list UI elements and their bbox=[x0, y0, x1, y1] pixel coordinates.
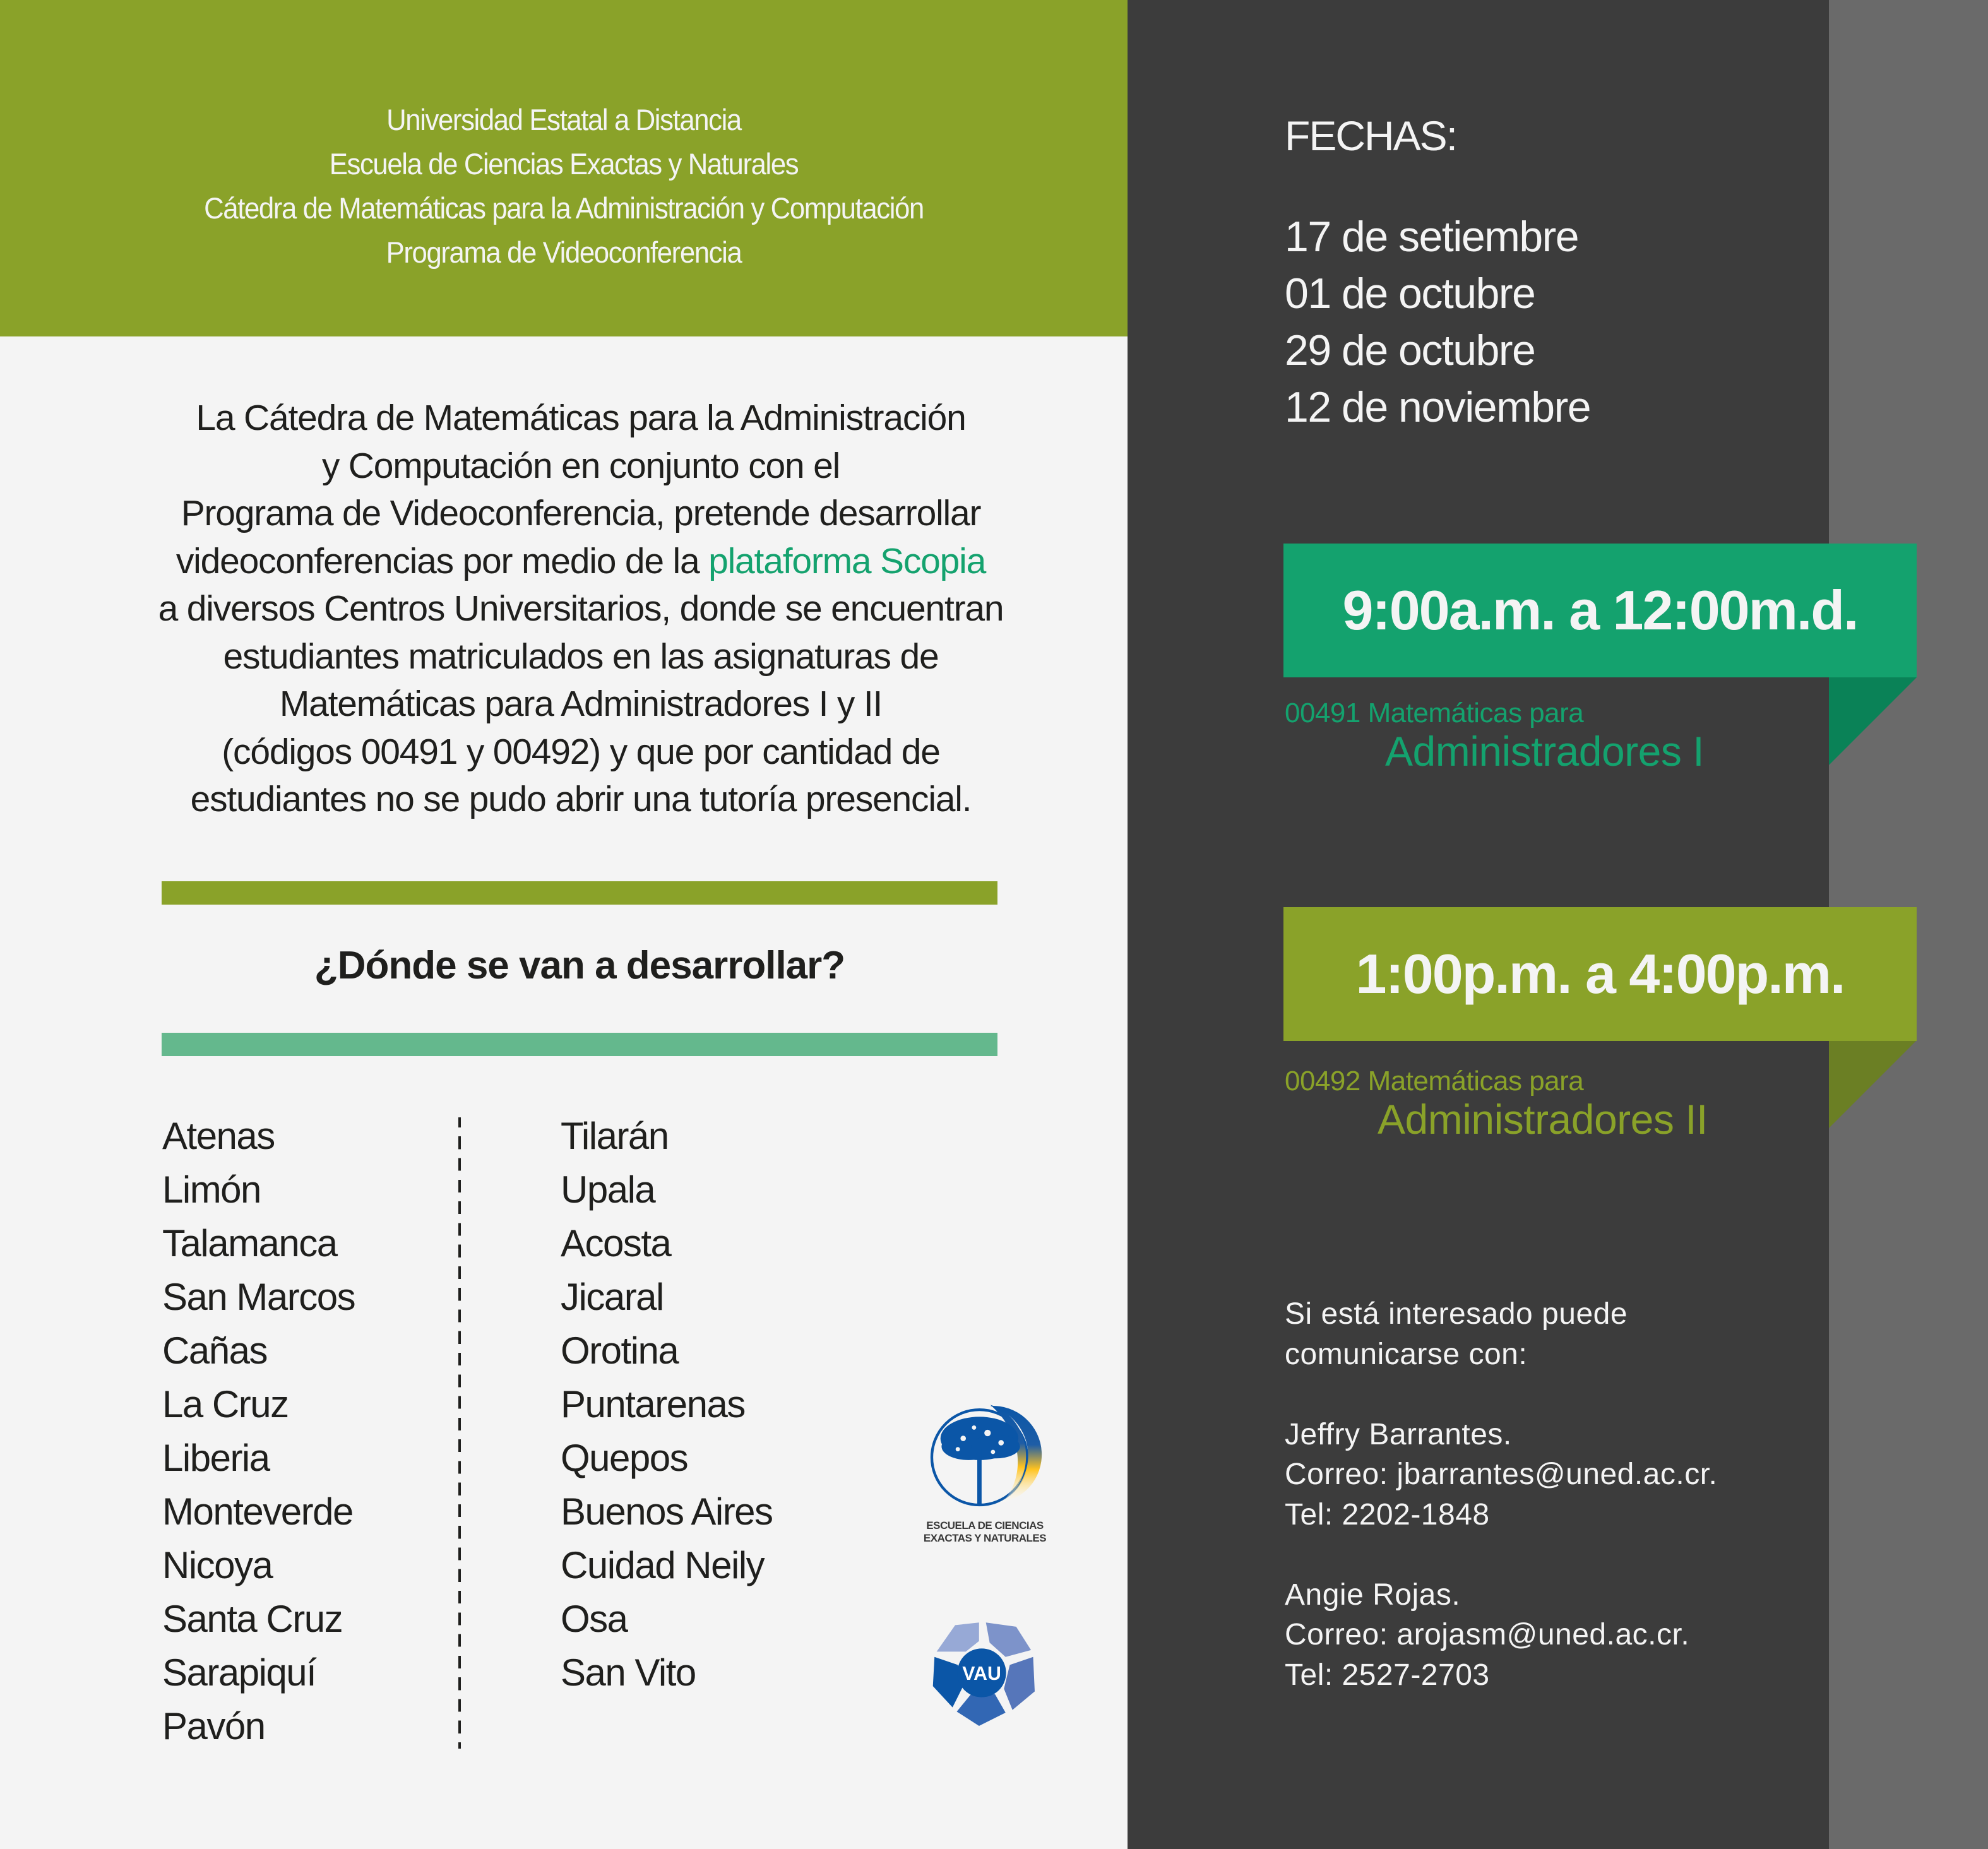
contact-name: Angie Rojas. bbox=[1285, 1578, 1461, 1612]
scopia-platform-highlight: plataforma Scopia bbox=[708, 540, 986, 581]
contact-intro: Si está interesado puede bbox=[1285, 1297, 1628, 1331]
location-item: La Cruz bbox=[162, 1383, 289, 1425]
contact-phone: Tel: 2202-1848 bbox=[1285, 1497, 1490, 1531]
dates-list bbox=[1285, 208, 1590, 436]
intro-line: Programa de Videoconferencia, pretende desarrollar bbox=[181, 493, 981, 533]
intro-line bbox=[82, 538, 1080, 586]
intro-line: estudiantes matriculados en las asignaturas de bbox=[223, 636, 939, 677]
location-item: Sarapiquí bbox=[162, 1651, 316, 1694]
date-item: 12 de noviembre bbox=[1285, 383, 1591, 431]
contact-email-link[interactable]: Correo: jbarrantes@uned.ac.cr. bbox=[1285, 1458, 1718, 1491]
location-item: Talamanca bbox=[162, 1222, 337, 1264]
intro-paragraph bbox=[82, 395, 1080, 824]
locations-heading: ¿Dónde se van a desarrollar? bbox=[314, 944, 845, 987]
location-item: Quepos bbox=[561, 1437, 688, 1479]
divider-bar-olive bbox=[162, 881, 997, 905]
location-item: Puntarenas bbox=[561, 1383, 745, 1425]
contact-intro: comunicarse con: bbox=[1285, 1337, 1528, 1371]
location-item: Buenos Aires bbox=[561, 1490, 773, 1533]
course-name-admin-1: Administradores I bbox=[1385, 728, 1705, 775]
date-item: 17 de setiembre bbox=[1285, 213, 1579, 261]
ribbon-fold-1 bbox=[1829, 677, 1917, 765]
location-item: Pavón bbox=[162, 1705, 265, 1747]
locations-list-right bbox=[561, 1109, 773, 1699]
intro-text: videoconferencias por medio de la bbox=[176, 540, 709, 581]
course-name-admin-2: Administradores II bbox=[1378, 1096, 1708, 1143]
intro-line: estudiantes no se pudo abrir una tutoría presencial. bbox=[190, 779, 972, 819]
vau-label: VAU bbox=[962, 1663, 1001, 1684]
ecen-caption-line2: EXACTAS Y NATURALES bbox=[923, 1532, 1047, 1544]
header-banner bbox=[0, 0, 1128, 336]
ecen-caption-line1: ESCUELA DE CIENCIAS bbox=[926, 1519, 1044, 1531]
location-item: Limón bbox=[162, 1168, 261, 1211]
location-item: San Marcos bbox=[162, 1276, 355, 1318]
divider-bar-teal bbox=[162, 1033, 997, 1056]
location-item: Orotina bbox=[561, 1329, 679, 1372]
location-item: Monteverde bbox=[162, 1490, 353, 1533]
location-item: Atenas bbox=[162, 1115, 275, 1157]
header-university: Universidad Estatal a Distancia bbox=[386, 103, 741, 136]
ecen-logo bbox=[909, 1386, 1061, 1550]
location-item: Liberia bbox=[162, 1437, 270, 1479]
location-item: San Vito bbox=[561, 1651, 696, 1694]
header-chair: Cátedra de Matemáticas para la Administración y Computación bbox=[204, 191, 924, 225]
location-item: Jicaral bbox=[561, 1276, 664, 1318]
dates-title: FECHAS: bbox=[1285, 112, 1457, 159]
location-item: Nicoya bbox=[162, 1544, 273, 1586]
vau-logo bbox=[915, 1607, 1048, 1739]
dotted-column-divider bbox=[458, 1117, 461, 1749]
location-item: Cuidad Neily bbox=[561, 1544, 765, 1586]
session-time-banner-morning: 9:00a.m. a 12:00m.d. bbox=[1283, 544, 1917, 677]
vau-heptagon-icon bbox=[915, 1607, 1048, 1739]
contact-info bbox=[1285, 1294, 1717, 1695]
location-item: Upala bbox=[561, 1168, 655, 1211]
intro-line: Matemáticas para Administradores I y II bbox=[279, 684, 883, 724]
header-school: Escuela de Ciencias Exactas y Naturales bbox=[329, 147, 799, 181]
course-code-00491: 00491 Matemáticas para bbox=[1285, 698, 1584, 728]
location-item: Acosta bbox=[561, 1222, 671, 1264]
contact-phone: Tel: 2527-2703 bbox=[1285, 1658, 1490, 1692]
course-code-00492: 00492 Matemáticas para bbox=[1285, 1066, 1584, 1097]
intro-line: y Computación en conjunto con el bbox=[321, 445, 840, 486]
intro-line: La Cátedra de Matemáticas para la Administración bbox=[196, 398, 966, 438]
location-item: Santa Cruz bbox=[162, 1598, 343, 1640]
contact-name: Jeffry Barrantes. bbox=[1285, 1417, 1512, 1451]
ribbon-fold-2 bbox=[1829, 1040, 1917, 1128]
header-program: Programa de Videoconferencia bbox=[386, 235, 742, 269]
date-item: 01 de octubre bbox=[1285, 270, 1535, 318]
intro-line: (códigos 00491 y 00492) y que por cantidad de bbox=[222, 731, 940, 772]
session-time-banner-afternoon: 1:00p.m. a 4:00p.m. bbox=[1283, 907, 1917, 1041]
location-item: Osa bbox=[561, 1598, 628, 1640]
locations-list-left bbox=[162, 1109, 355, 1753]
location-item: Tilarán bbox=[561, 1115, 669, 1157]
date-item: 29 de octubre bbox=[1285, 326, 1535, 374]
intro-line: a diversos Centros Universitarios, donde se encuentran bbox=[158, 588, 1004, 629]
contact-email-link[interactable]: Correo: arojasm@uned.ac.cr. bbox=[1285, 1618, 1690, 1651]
tree-moon-icon bbox=[909, 1386, 1061, 1518]
location-item: Cañas bbox=[162, 1329, 267, 1372]
